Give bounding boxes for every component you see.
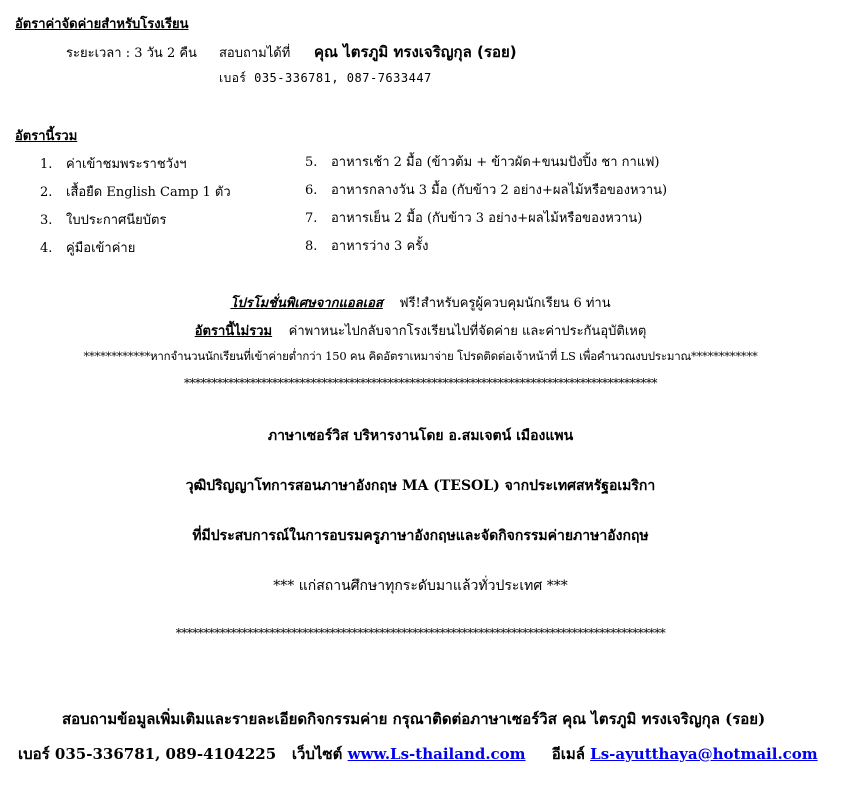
item-text: ใบประกาศนียบัตร (66, 213, 167, 228)
contact-name: คุณ ไตรภูมิ ทรงเจริญกุล (รอย) (314, 43, 517, 61)
duration-text: ระยะเวลา : 3 วัน 2 คืน (66, 46, 197, 61)
item-text: เสื้อยืด English Camp 1 ตัว (66, 185, 231, 200)
list-item (305, 151, 660, 172)
email-label: อีเมล์ (551, 745, 585, 763)
website-link[interactable]: www.Ls-thailand.com (347, 745, 526, 763)
item-number: 7. (305, 211, 318, 226)
promo-label: โปรโมชั่นพิเศษจากแอลเอส (230, 296, 383, 311)
item-number: 1. (40, 157, 53, 172)
website-label: เว็บไซต์ (291, 745, 343, 763)
footer-phone: เบอร์ 035-336781, 089-4104225 (18, 745, 277, 763)
list-item (40, 237, 135, 258)
rates-heading: อัตราค่าจัดค่ายสำหรับโรงเรียน (15, 17, 189, 32)
about-line-2: วุฒิปริญญาโทการสอนภาษาอังกฤษ MA (TESOL) จากประเทศสหรัฐอเมริกา (185, 478, 656, 494)
item-text: อาหารเย็น 2 มื้อ (กับข้าว 3 อย่าง+ผลไม้หรือของหวาน) (331, 211, 643, 226)
contact-phone: เบอร์ 035-336781, 087-7633447 (219, 71, 432, 85)
excluded-label: อัตรานี้ไม่รวม (194, 324, 273, 339)
email-link[interactable]: Ls-ayutthaya@hotmail.com (590, 745, 818, 763)
item-number: 5. (305, 155, 318, 170)
list-item (305, 207, 642, 228)
item-text: ค่าเข้าชมพระราชวังฯ (66, 157, 187, 172)
separator-bottom: ***************************************************************************************** (175, 626, 666, 640)
item-number: 6. (305, 183, 318, 198)
list-item (305, 235, 428, 256)
list-item (40, 153, 187, 174)
item-text: คู่มือเข้าค่าย (66, 241, 136, 256)
promo-text: ฟรี!สำหรับครูผู้ควบคุมนักเรียน 6 ท่าน (399, 296, 611, 311)
list-item (40, 181, 231, 202)
about-line-4: *** แก่สถานศึกษาทุกระดับมาแล้วทั่วประเทศ *** (273, 578, 568, 594)
excluded-text: ค่าพาหนะไปกลับจากโรงเรียนไปที่จัดค่าย และค่าประกันอุบัติเหตุ (288, 324, 647, 339)
notice-text: ************หากจำนวนนักเรียนที่เข้าค่ายต่ำกว่า 150 คน คิดอัตราเหมาจ่าย โปรดติดต่อเจ้าหน้าที่ LS เพื่อคำนวณงบประมาณ************ (83, 349, 758, 363)
excluded-line (0, 320, 841, 341)
item-text: อาหารว่าง 3 ครั้ง (331, 239, 429, 254)
item-text: อาหารกลางวัน 3 มื้อ (กับข้าว 2 อย่าง+ผลไม้หรือของหวาน) (331, 183, 668, 198)
item-number: 8. (305, 239, 318, 254)
promo-line (0, 292, 841, 313)
item-text: อาหารเช้า 2 มื้อ (ข้าวต้ม + ข้าวผัด+ขนมปังปิ้ง ชา กาแฟ) (331, 155, 660, 170)
item-number: 3. (40, 213, 53, 228)
item-number: 4. (40, 241, 53, 256)
about-line-1: ภาษาเซอร์วิส บริหารงานโดย อ.สมเจตน์ เมืองแพน (267, 428, 574, 444)
list-item (305, 179, 667, 200)
item-number: 2. (40, 185, 53, 200)
about-line-3: ที่มีประสบการณ์ในการอบรมครูภาษาอังกฤษและจัดกิจกรรมค่ายภาษาอังกฤษ (192, 528, 649, 544)
separator-top: ************************************************************************************** (184, 376, 657, 390)
footer-contact-line: สอบถามข้อมูลเพิ่มเติมและรายละเอียดกิจกรรมค่าย กรุณาติดต่อภาษาเซอร์วิส คุณ ไตรภูมิ ทรงเจริญกุล (รอย) (62, 710, 766, 728)
footer-contact-details (18, 742, 818, 766)
included-heading: อัตรานี้รวม (15, 129, 78, 144)
list-item (40, 209, 166, 230)
contact-label: สอบถามได้ที่ (219, 46, 291, 61)
